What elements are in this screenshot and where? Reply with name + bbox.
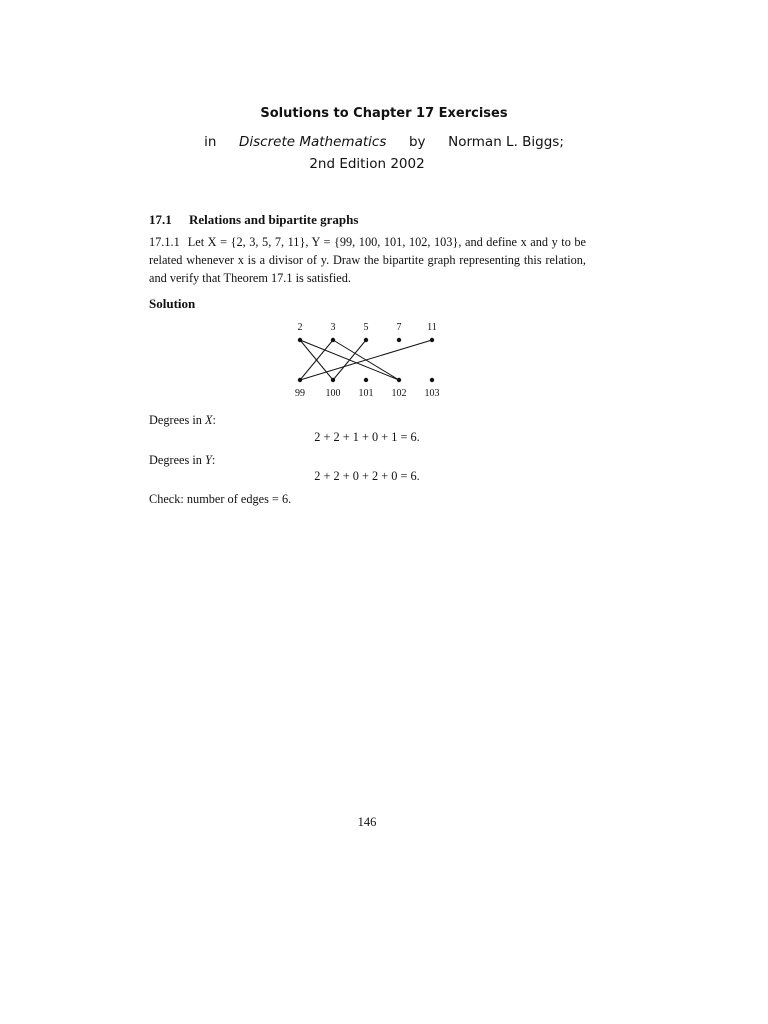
bottom-node-label: 103 (424, 388, 440, 399)
book-title: Discrete Mathematics (239, 134, 387, 150)
top-node (298, 338, 302, 342)
exercise-body: Let X = {2, 3, 5, 7, 11}, Y = {99, 100, 101, 102, 103}, and define x and y to be related whenever x is a divisor of y. Draw the bipartite graph representing this relation, and verify that Theorem 17.1 is satisfied. (149, 235, 586, 285)
page-number: 146 (357, 815, 377, 829)
bottom-node-label: 102 (391, 388, 407, 399)
bottom-node (364, 378, 368, 382)
byline-by: by (408, 134, 426, 150)
section-title: Relations and bipartite graphs (189, 212, 359, 227)
bottom-node (430, 378, 434, 382)
section-heading (149, 212, 358, 228)
bottom-node-label: 101 (358, 388, 374, 399)
exercise-text (149, 233, 586, 287)
bottom-node-label: 99 (295, 388, 305, 399)
degrees-x-equation: 2 + 2 + 1 + 0 + 1 = 6. (314, 430, 420, 444)
bipartite-graph (280, 316, 450, 404)
section-number: 17.1 (149, 212, 172, 227)
exercise-number: 17.1.1 (149, 235, 180, 249)
top-node-label: 2 (297, 322, 303, 333)
top-node-label: 5 (363, 322, 369, 333)
author-name: Norman L. Biggs; (448, 134, 564, 150)
bottom-node (397, 378, 401, 382)
graph-edge (333, 340, 366, 380)
top-node-label: 3 (330, 322, 336, 333)
top-node (331, 338, 335, 342)
bottom-node (331, 378, 335, 382)
top-node-label: 7 (396, 322, 402, 333)
degrees-x-label: Degrees in X: (149, 413, 216, 427)
degrees-y-equation: 2 + 2 + 0 + 2 + 0 = 6. (314, 469, 420, 483)
edge-count-check: Check: number of edges = 6. (149, 492, 292, 506)
byline (0, 134, 768, 150)
document-title: Solutions to Chapter 17 Exercises (260, 106, 508, 121)
edition-line: 2nd Edition 2002 (309, 156, 425, 172)
degrees-y-label: Degrees in Y: (149, 453, 216, 467)
graph-edges (300, 340, 432, 380)
bottom-node (298, 378, 302, 382)
solution-heading: Solution (149, 296, 196, 311)
bottom-node-label: 100 (325, 388, 341, 399)
byline-in: in (204, 134, 217, 150)
top-node (364, 338, 368, 342)
top-node (430, 338, 434, 342)
graph-edge (300, 340, 432, 380)
top-node-label: 11 (427, 322, 437, 333)
top-node (397, 338, 401, 342)
